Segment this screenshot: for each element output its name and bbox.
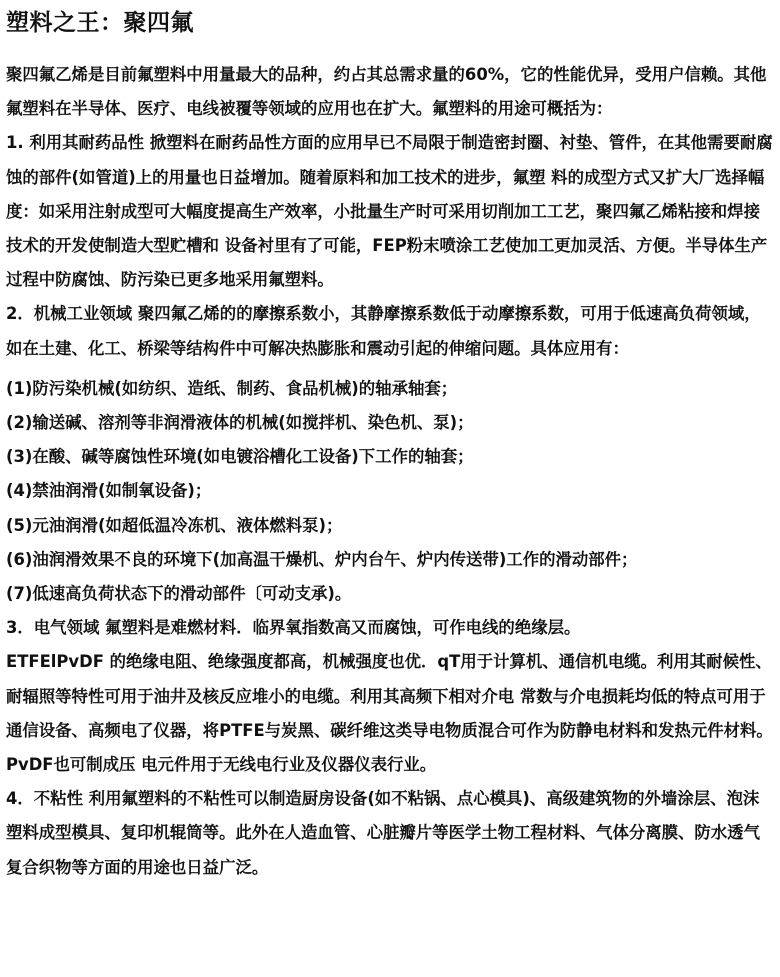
list-item: (5)元油润滑(如超低温冷冻机、液体燃料泵)； [6,515,343,535]
list-item: (3)在酸、碱等腐蚀性环境(如电镀浴槽化工设备)下工作的轴套； [6,447,474,467]
section-1-paragraph: 1. 利用其耐药品性 掀塑料在耐药品性方面的应用早已不局限于制造密封圈、衬垫、管件，在其他需要耐腐蚀的部件(如管道)上的用量也日益增加。随着原料和加工技术的进步，氟塑 料的成型方式又扩大厂选择幅度：如采用注射成型可大幅度提高生产效率，小批量生产时可采用切削加工工艺，聚四氟乙烯粘接和焊接技术的开发使制造大型贮槽和 设备衬里有了可能，FEP粉末喷涂工艺使加工更加灵活、方便。半导体生产过程中防腐蚀、防污染已更多地采用氟塑料。 [6,133,773,290]
list-item: (6)油润滑效果不良的环境下(加高温干燥机、炉内台午、炉内传送带)工作的滑动部件； [6,549,638,569]
section-2-paragraph: 2．机械工业领域 聚四氟乙烯的的摩擦系数小，其静摩擦系数低于动摩擦系数，可用于低速高负荷领域，如在土建、化工、桥梁等结构件中可解决热膨胀和震动引起的伸缩问题。具体应用有： [6,304,761,358]
list-item: (4)禁油润滑(如制氧设备)； [6,481,212,501]
list-item: (1)防污染机械(如纺织、造纸、制药、食品机械)的轴承轴套； [6,378,458,398]
page-title: 塑料之王：聚四氟 [6,10,194,36]
section-3-heading-paragraph: 3．电气领域 氟塑料是难燃材料．临界氧指数高又而腐蚀，可作电线的绝缘层。 [6,618,581,638]
section-4-paragraph: 4．不粘性 利用氟塑料的不粘性可以制造厨房设备(如不粘锅、点心模具)、高级建筑物的外墙涂层、泡沫塑料成型模具、复印机辊筒等。此外在人造血管、心脏瓣片等医学土物工程材料、气体分离膜、防水透气复合织物等方面的用途也日益广泛。 [6,789,760,877]
intro-paragraph: 聚四氟乙烯是目前氟塑料中用量最大的品种，约占其总需求量的60%，它的性能优异，受用户信赖。其他氟塑料在半导体、医疗、电线被覆等领域的应用也在扩大。氟塑料的用途可概括为： [6,65,767,119]
list-item: (7)低速高负荷状态下的滑动部件〔可动支承)。 [6,584,352,604]
application-list [6,372,774,611]
list-item: (2)输送碱、溶剂等非润滑液体的机械(如搅拌机、染色机、泵)； [6,413,474,433]
section-3-body-paragraph: ETFElPvDF 的绝缘电阻、绝缘强度都高，机械强度也优．qT用于计算机、通信机电缆。利用其耐候性、耐辐照等特性可用于油井及核反应堆小的电缆。利用其高频下相对介电 常数与介电损耗均低的特点可用于通信设备、高频电了仪器，将PTFE与炭黑、碳纤维这类导电物质混合可作为防静电材料和发热元件材料。PvDF也可制成压 电元件用于无线电行业及仪器仪表行业。 [6,652,773,775]
